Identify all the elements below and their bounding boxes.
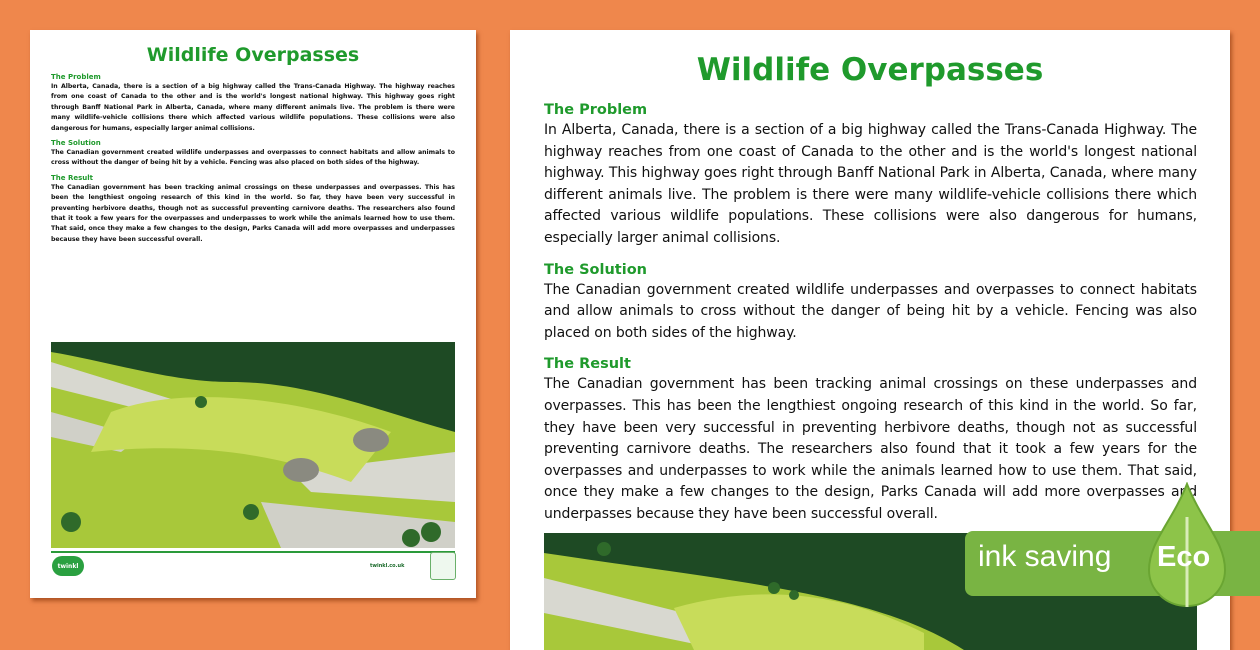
document-body	[544, 100, 1197, 536]
quality-badge-icon	[430, 552, 456, 580]
section-body: The Canadian government has been tracking animal crossings on these underpasses and overpasses. This has been the lengthiest ongoing research of this kind in the world. So far, they have been very successful in preventing herbivore deaths, though not as successful preventing carnivore deaths. The researchers also found that it took a few years for the overpasses and underpasses to work while the animals learned how to use them. That said, once they make a few changes to the design, Parks Canada will add more overpasses and underpasses because they have been successful overall.	[544, 376, 1197, 522]
eco-label: Eco	[1157, 541, 1211, 573]
section-heading: The Solution	[51, 139, 101, 148]
section-heading: The Problem	[51, 73, 101, 81]
section-heading: The Solution	[544, 261, 647, 278]
section-heading: The Problem	[544, 102, 648, 118]
section-body: In Alberta, Canada, there is a section of a big highway called the Trans-Canada Highway. The highway reaches from one coast of Canada to the other and is the world's longest national highway. This highway goes right through Banff National Park in Alberta, Canada, where many different animals live. The problem is there were many wildlife-vehicle collisions there which affected various wildlife populations. These collisions were also dangerous for humans, especially larger animal collisions.	[544, 122, 1197, 246]
footer-url: twinkl.co.uk	[370, 563, 405, 569]
preview-page-small	[30, 30, 476, 598]
section-body: In Alberta, Canada, there is a section of a big highway called the Trans-Canada Highway. The highway reaches from one coast of Canada to the other and is the world's longest national highway. This highway goes right through Banff National Park in Alberta, Canada, where many different animals live. The problem is there were many wildlife-vehicle collisions there which affected various wildlife populations. These collisions were also dangerous for humans, especially larger animal collisions.	[51, 83, 455, 132]
overpass-illustration	[51, 342, 455, 548]
footer-divider	[51, 551, 455, 553]
page-title: Wildlife Overpasses	[146, 44, 360, 66]
section-body: The Canadian government has been tracking animal crossings on these underpasses and overpasses. This has been the lengthiest ongoing research of this kind in the world. So far, they have been very successful in preventing herbivore deaths, though not as successful preventing carnivore deaths. The researchers also found that it took a few years for the overpasses and underpasses to work while the animals learned how to use them. That said, once they make a few changes to the design, Parks Canada will add more overpasses and underpasses because they have been successful overall.	[51, 183, 455, 243]
ink-saving-label: ink saving	[978, 540, 1112, 573]
document-body	[51, 72, 455, 249]
section-body: The Canadian government created wildlife underpasses and overpasses to connect habitats and allow animals to cross without the danger of being hit by a vehicle. Fencing was also placed on both sides of the highway.	[51, 149, 455, 167]
section-heading: The Result	[544, 356, 631, 373]
section-heading: The Result	[51, 173, 93, 182]
twinkl-logo: twinkl	[52, 556, 84, 576]
section-body: The Canadian government created wildlife underpasses and overpasses to connect habitats and allow animals to cross without the danger of being hit by a vehicle. Fencing was also placed on both sides of the highway.	[544, 281, 1197, 341]
page-title: Wildlife Overpasses	[696, 52, 1044, 88]
